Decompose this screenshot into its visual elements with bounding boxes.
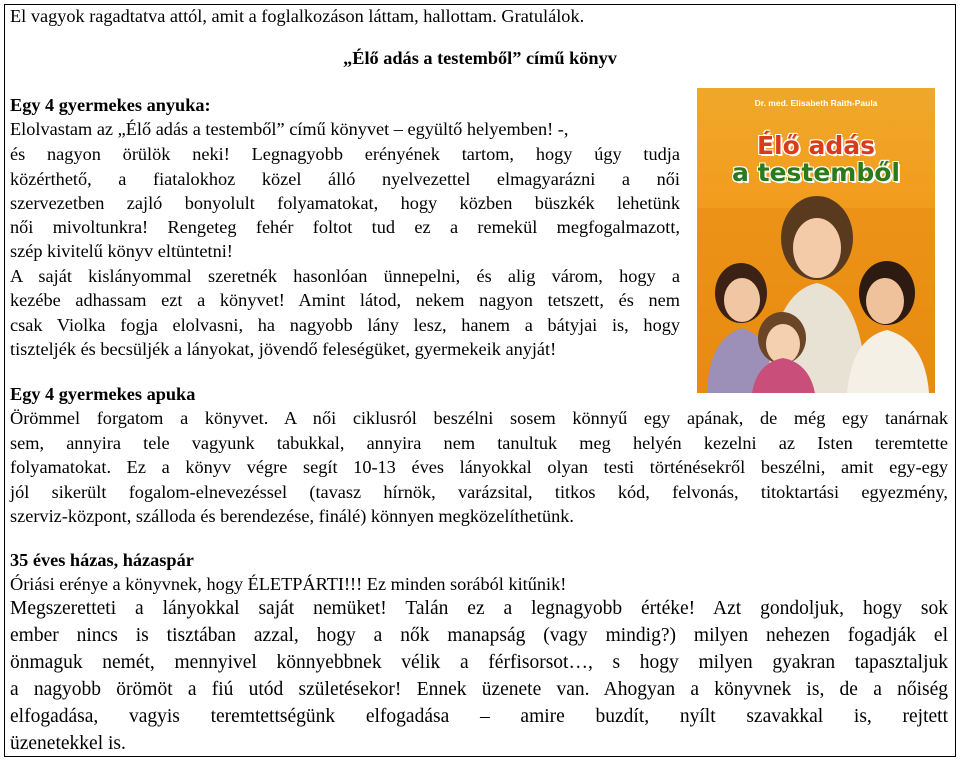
section1-line: A saját kislányommal szeretnék hasonlóan ünnepelni, és alig várom, hogy a [10, 266, 680, 286]
section3-line: Megszeretteti a lányokkal saját nemüket! Talán ez a legnagyobb értéke! Azt gondoljuk, hogy sok [10, 598, 948, 619]
section3-line: önmaguk nemét, mennyivel könnyebbnek vélik a férfisorsot…, s hogy milyen gyakran tapasztaljuk [10, 652, 948, 673]
section3-line: a nagyobb örömöt a fiú utód születésekor! Ennek üzenete van. Ahogyan a könyvnek is, de a nőiség [10, 679, 948, 700]
section2-line: Örömmel forgatom a könyvet. A női ciklusról beszélni sosem könnyű egy apának, de még egy tanárnak [10, 408, 948, 428]
section1-line: közérthető, a fiatalokhoz közel álló nyelvezettel elmagyarázni a női [10, 169, 680, 189]
section3-line: ember nincs is tisztában azzal, hogy a nők manapság (vagy mindig?) milyen nehezen fogadják el [10, 625, 948, 646]
section1-line: női mivoltunkra! Rengeteg fehér foltot tud ez a remekül megfogalmazott, [10, 217, 680, 237]
book-cover-image [697, 88, 935, 393]
section1-line: és nagyon örülök neki! Legnagyobb erényének tartom, hogy úgy tudja [10, 144, 680, 164]
book-title: „Élő adás a testemből” című könyv [343, 48, 617, 68]
cover-author: Dr. med. Elisabeth Raith-Paula [754, 98, 878, 108]
section2-line: jól sikerült fogalom-elnevezéssel (tavasz hírnök, varázsital, titkos kód, felvonás, titoktartási egyezmény, [10, 482, 948, 502]
intro-text: El vagyok ragadtatva attól, amit a foglalkozáson láttam, hallottam. Gratulálok. [10, 6, 585, 26]
section3-line: üzenetekkel is. [10, 733, 126, 754]
section2-heading: Egy 4 gyermekes apuka [10, 384, 196, 404]
cover-title-line1: Élő adás [756, 131, 876, 160]
section1-line: csak Violka fogja elolvasni, ha nagyobb lány lesz, hanem a bátyjai is, hogy [10, 315, 680, 335]
section3-heading: 35 éves házas, házaspár [10, 550, 194, 570]
section1-line: szép kivitelű könyv eltüntetni! [10, 241, 233, 261]
section2-line: sem, annyira tele vagyunk tabukkal, annyira nem tanultuk meg helyén kezelni az Isten teremtette [10, 433, 948, 453]
section2-line: szerviz-központ, szálloda és berendezése, finálé) könnyen megközelíthetünk. [10, 506, 574, 526]
section2-line: folyamatokat. Ez a könyv végre segít 10-13 éves lányokkal olyan testi történésekről beszélni, amit egy-egy [10, 457, 948, 477]
section1-heading: Egy 4 gyermekes anyuka: [10, 95, 211, 115]
section3-line: elfogadása, vagyis teremtettségünk elfogadása – amire buzdít, nyílt szavakkal is, rejtett [10, 706, 948, 727]
section1-line: Elolvastam az „Élő adás a testemből” című könyvet – együltő helyemben! -, [10, 119, 569, 139]
section1-line: kezébe adhassam ezt a könyvet! Amint látod, nekem nagyon tetszett, és nem [10, 290, 680, 310]
section1-line: szervezetben zajló bonyolult folyamatokat, hogy közben büszkék lehetünk [10, 193, 680, 213]
cover-title [697, 132, 935, 186]
section1-line: tiszteljék és becsüljék a lányokat, jövendő feleségüket, gyermekeik anyját! [10, 339, 557, 359]
cover-title-line2: a testemből [732, 158, 900, 187]
section3-line: Óriási erénye a könyvnek, hogy ÉLETPÁRTI!!! Ez minden sorából kitűnik! [10, 574, 567, 594]
